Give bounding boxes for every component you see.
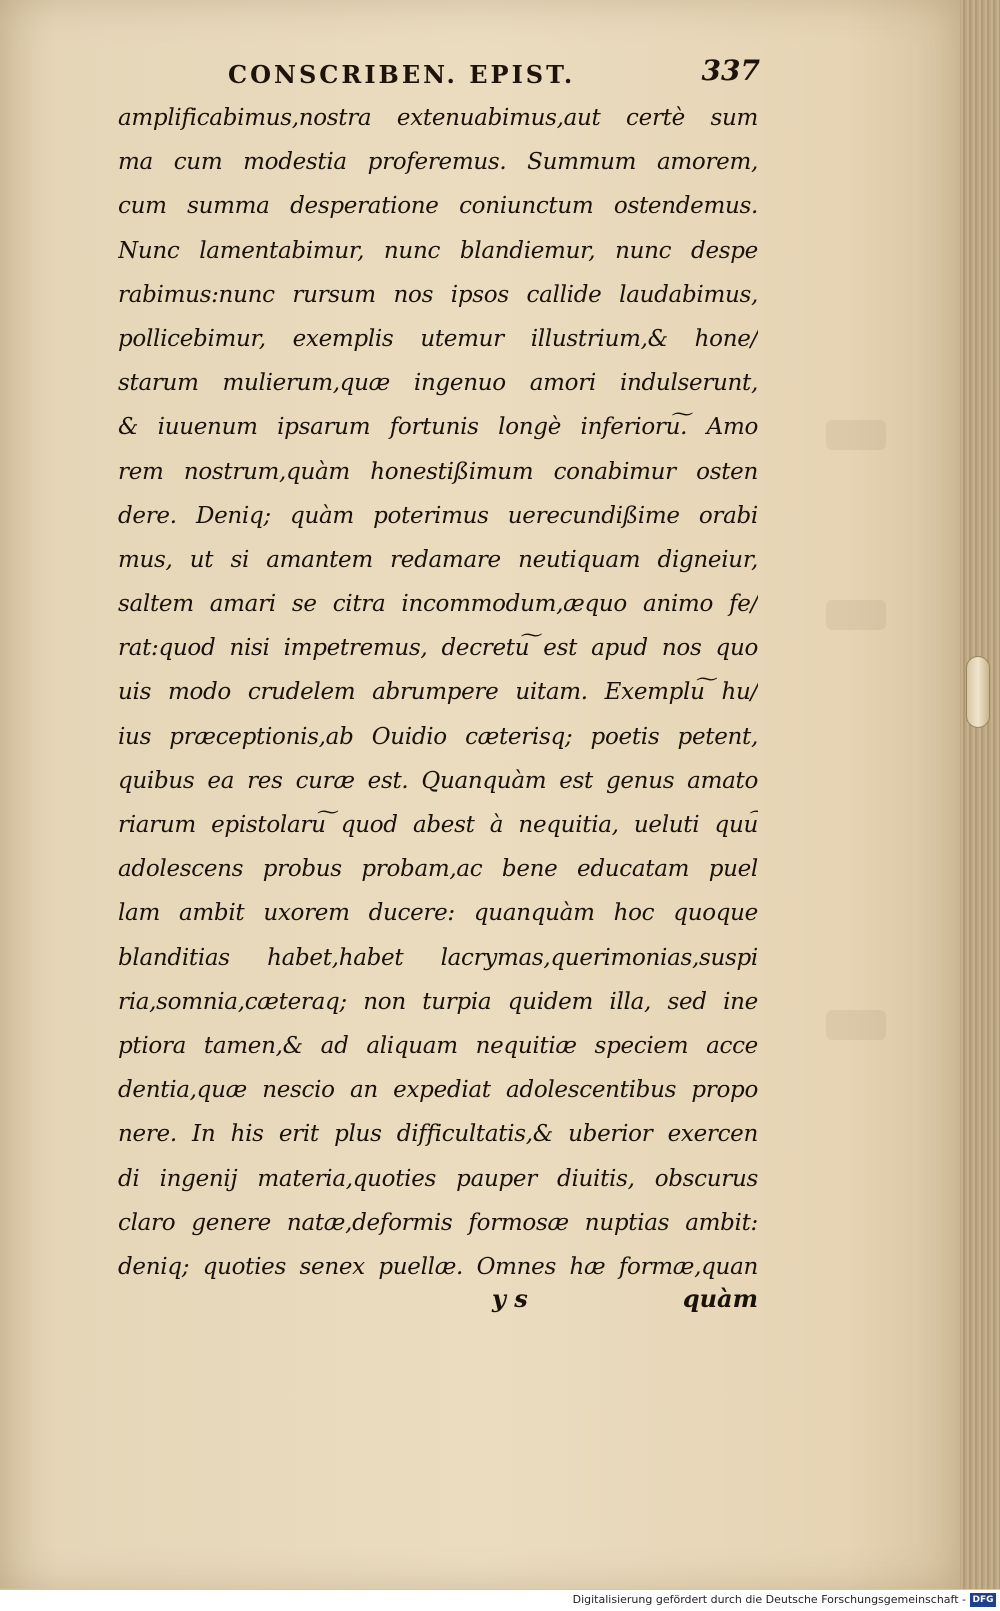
text-line: starum mulierum,quæ ingenuo amori indulserunt, (118, 370, 758, 397)
text-line: rat:quod nisi impetremus, decretu͠ est apud nos quo (118, 635, 758, 662)
signature-mark: y s (492, 1284, 528, 1313)
page-number: 337 (701, 54, 760, 87)
show-through-mark (826, 420, 886, 450)
text-line: deniq; quoties senex puellæ. Omnes hæ formæ,quan (118, 1253, 758, 1280)
page-header (120, 52, 760, 92)
text-line: di ingenij materia,quoties pauper diuitis, obscurus (118, 1165, 758, 1192)
text-line: saltem amari se citra incommodum,æquo animo fe/ (118, 591, 758, 618)
credit-text: Digitalisierung gefördert durch die Deutsche Forschungsgemeinschaft - (572, 1593, 966, 1606)
text-line: pollicebimur, exemplis utemur illustrium,& hone/ (118, 325, 758, 352)
running-head: CONSCRIBEN. EPIST. (228, 60, 576, 89)
text-line: Nunc lamentabimur, nunc blandiemur, nunc despe (118, 237, 758, 264)
page-footer (118, 1276, 758, 1320)
text-line: rabimus:nunc rursum nos ipsos callide laudabimus, (118, 281, 758, 308)
text-line: ria,somnia,cæteraq; non turpia quidem illa, sed ine (118, 988, 758, 1015)
text-line: dentia,quæ nescio an expediat adolescentibus propo (118, 1077, 758, 1104)
text-line: blanditias habet,habet lacrymas,querimonias,suspi (118, 944, 758, 971)
show-through-mark (826, 600, 886, 630)
text-line: claro genere natæ,deformis formosæ nuptias ambit: (118, 1209, 758, 1236)
catchword: quàm (682, 1284, 758, 1313)
book-page-edges (960, 0, 1000, 1590)
text-line: amplificabimus,nostra extenuabimus,aut certè sum (118, 105, 758, 131)
text-line: ptiora tamen,& ad aliquam nequitiæ speciem acce (118, 1032, 758, 1059)
text-line: dere. Deniq; quàm poterimus uerecundißime orabi (118, 502, 758, 529)
text-line: rem nostrum,quàm honestißimum conabimur osten (118, 458, 758, 485)
text-line: mus, ut si amantem redamare neutiquam digneiur, (118, 546, 758, 573)
text-line: uis modo crudelem abrumpere uitam. Exemplu͠ hu/ (118, 679, 758, 706)
dfg-logo-icon: DFG (970, 1593, 996, 1607)
text-line: ma cum modestia proferemus. Summum amorem, (118, 149, 758, 176)
text-line: adolescens probus probam,ac bene educatam puel (118, 856, 758, 883)
body-text (118, 96, 758, 1289)
text-line: ius præceptionis,ab Ouidio cæterisq; poetis petent, (118, 723, 758, 750)
text-line: lam ambit uxorem ducere: quanquàm hoc quoque (118, 900, 758, 927)
text-line: cum summa desperatione coniunctum ostendemus. (118, 193, 758, 220)
text-line: & iuuenum ipsarum fortunis longè inferioru͠. Amo (118, 414, 758, 441)
text-line: riarum epistolaru͠ quod abest à nequitia, ueluti quu͠ (118, 812, 758, 838)
credit-bar (0, 1589, 1000, 1611)
show-through-mark (826, 1010, 886, 1040)
text-line: quibus ea res curæ est. Quanquàm est genus amato (118, 767, 758, 794)
book-clasp (966, 656, 990, 728)
text-line: nere. In his erit plus difficultatis,& uberior exercen (118, 1121, 758, 1148)
